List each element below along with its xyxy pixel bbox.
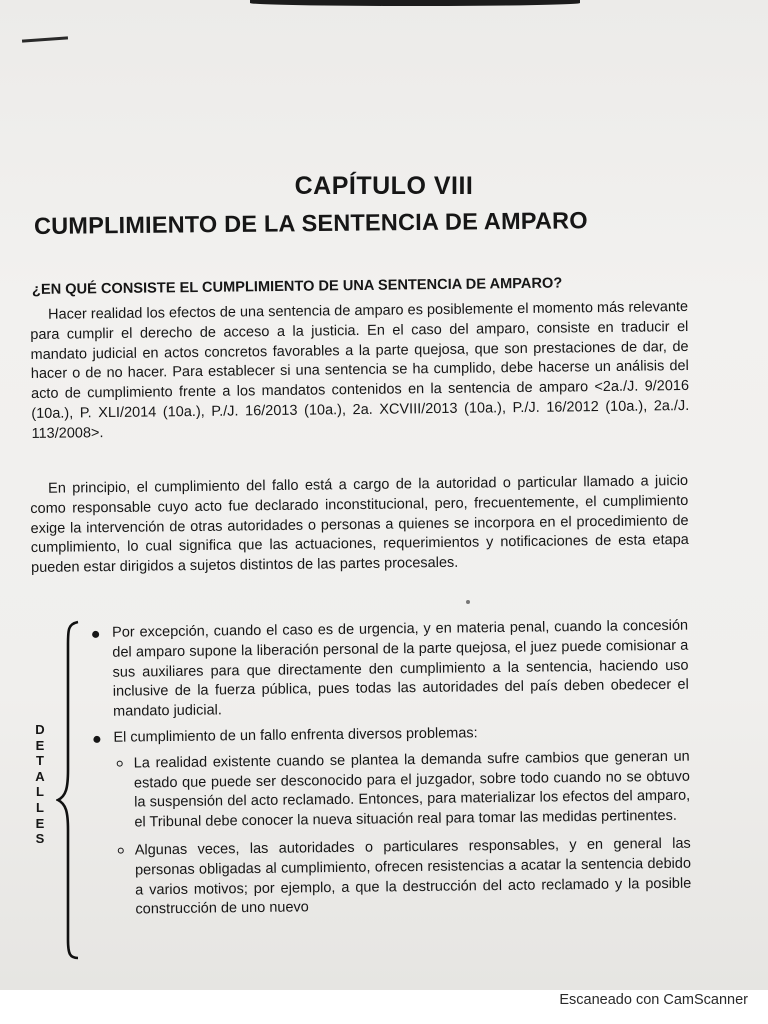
camscanner-watermark: Escaneado con CamScanner bbox=[559, 992, 748, 1008]
paragraph-text: Hacer realidad los efectos de una sentencia de amparo es posiblemente el momento más relevante para cumplir el derecho de acceso a la justicia. En el caso del amparo, consiste en traducir el mandato judicial en actos concretos favorables a la parte quejosa, que son prestaciones de dar, de hacer o de no hacer. Para establecer si una sentencia se ha cumplido, debe hacerse un análisis del acto de cumplimiento frente a los mandatos contenidos en la sentencia de amparo <2a./J. 9/2016 (10a.), P. XLI/2014 (10a.), P./J. 16/2013 (10a.), 2a. XCVIII/2013 (10a.), P./J. 16/2012 (10a.), 2a./J. 113/2008>. bbox=[30, 298, 690, 442]
sub-list-item bbox=[114, 747, 691, 833]
margin-letter: A bbox=[35, 768, 45, 784]
paragraph-2 bbox=[30, 472, 689, 579]
list-item-text: Por excepción, cuando el caso es de urgencia, y en materia penal, cuando la concesión del amparo supone la liberación personal de la parte quejosa, el juez puede comisionar a sus auxiliares para que directamente den cumplimiento a la sentencia, haciendo uso inclusive de la fuerza pública, pues todas las autoridades del país deben obedecer el mandato judicial. bbox=[112, 617, 689, 720]
margin-letter: E bbox=[35, 815, 45, 831]
list-item bbox=[88, 617, 689, 723]
margin-note-detalles bbox=[30, 722, 50, 847]
bullet-dot-icon bbox=[93, 736, 100, 743]
margin-letter: T bbox=[36, 753, 44, 769]
paragraph-text: En principio, el cumplimiento del fallo está a cargo de la autoridad o particular llamado a juicio como responsable cuyo acto fue declarado inconstitucional, pero, frecuentemente, el cumplimiento exige la intervención de otras autoridades o personas a quienes se incorpora en el procedimiento de cumplimiento, lo cual significa que las actuaciones, requerimientos y notificaciones de esta etapa pueden estar dirigidos a sujetos distintos de las partes procesales. bbox=[30, 472, 689, 577]
hollow-bullet-icon bbox=[118, 848, 124, 854]
chapter-number: CAPÍTULO VIII bbox=[294, 172, 474, 200]
margin-letter: D bbox=[35, 722, 45, 737]
section-heading: ¿EN QUÉ CONSISTE EL CUMPLIMIENTO DE UNA SENTENCIA DE AMPARO? bbox=[31, 275, 563, 298]
sub-list-item-text: Algunas veces, las autoridades o particulares responsables, y en general las personas obligadas al cumplimiento, ofrecen resistencias a acatar la sentencia debido a varios motivos; por ejemplo, a que la destrucción del acto reclamado y la posible construcción de uno nuevo bbox=[134, 835, 692, 918]
list-item bbox=[89, 722, 691, 921]
margin-letter: L bbox=[36, 784, 44, 800]
list-item-text: El cumplimiento de un fallo enfrenta diversos problemas: bbox=[113, 725, 478, 746]
hollow-bullet-icon bbox=[117, 760, 123, 766]
pencil-dot bbox=[466, 600, 470, 604]
sub-list-item-text: La realidad existente cuando se plantea la demanda sufre cambios que generan un estado que puede ser desconocido para el juzgador, sobre todo cuando no se obtuvo la suspensión del acto reclamado. Entonces, para materializar los efectos del amparo, el Tribunal debe conocer la nueva situación real para tomar las medidas pertinentes. bbox=[133, 748, 691, 831]
bullet-list bbox=[88, 617, 692, 921]
sub-list-item bbox=[115, 835, 692, 921]
margin-letter: S bbox=[35, 831, 45, 847]
sub-list bbox=[90, 747, 692, 921]
ink-mark bbox=[22, 36, 68, 42]
margin-letter: L bbox=[36, 799, 44, 815]
paragraph-1 bbox=[30, 298, 690, 445]
curly-bracket bbox=[56, 620, 80, 960]
bullet-dot-icon bbox=[92, 631, 99, 638]
page-edge-shadow bbox=[250, 0, 580, 6]
margin-letter: E bbox=[35, 737, 45, 753]
chapter-title: CUMPLIMIENTO DE LA SENTENCIA DE AMPARO bbox=[33, 207, 588, 239]
